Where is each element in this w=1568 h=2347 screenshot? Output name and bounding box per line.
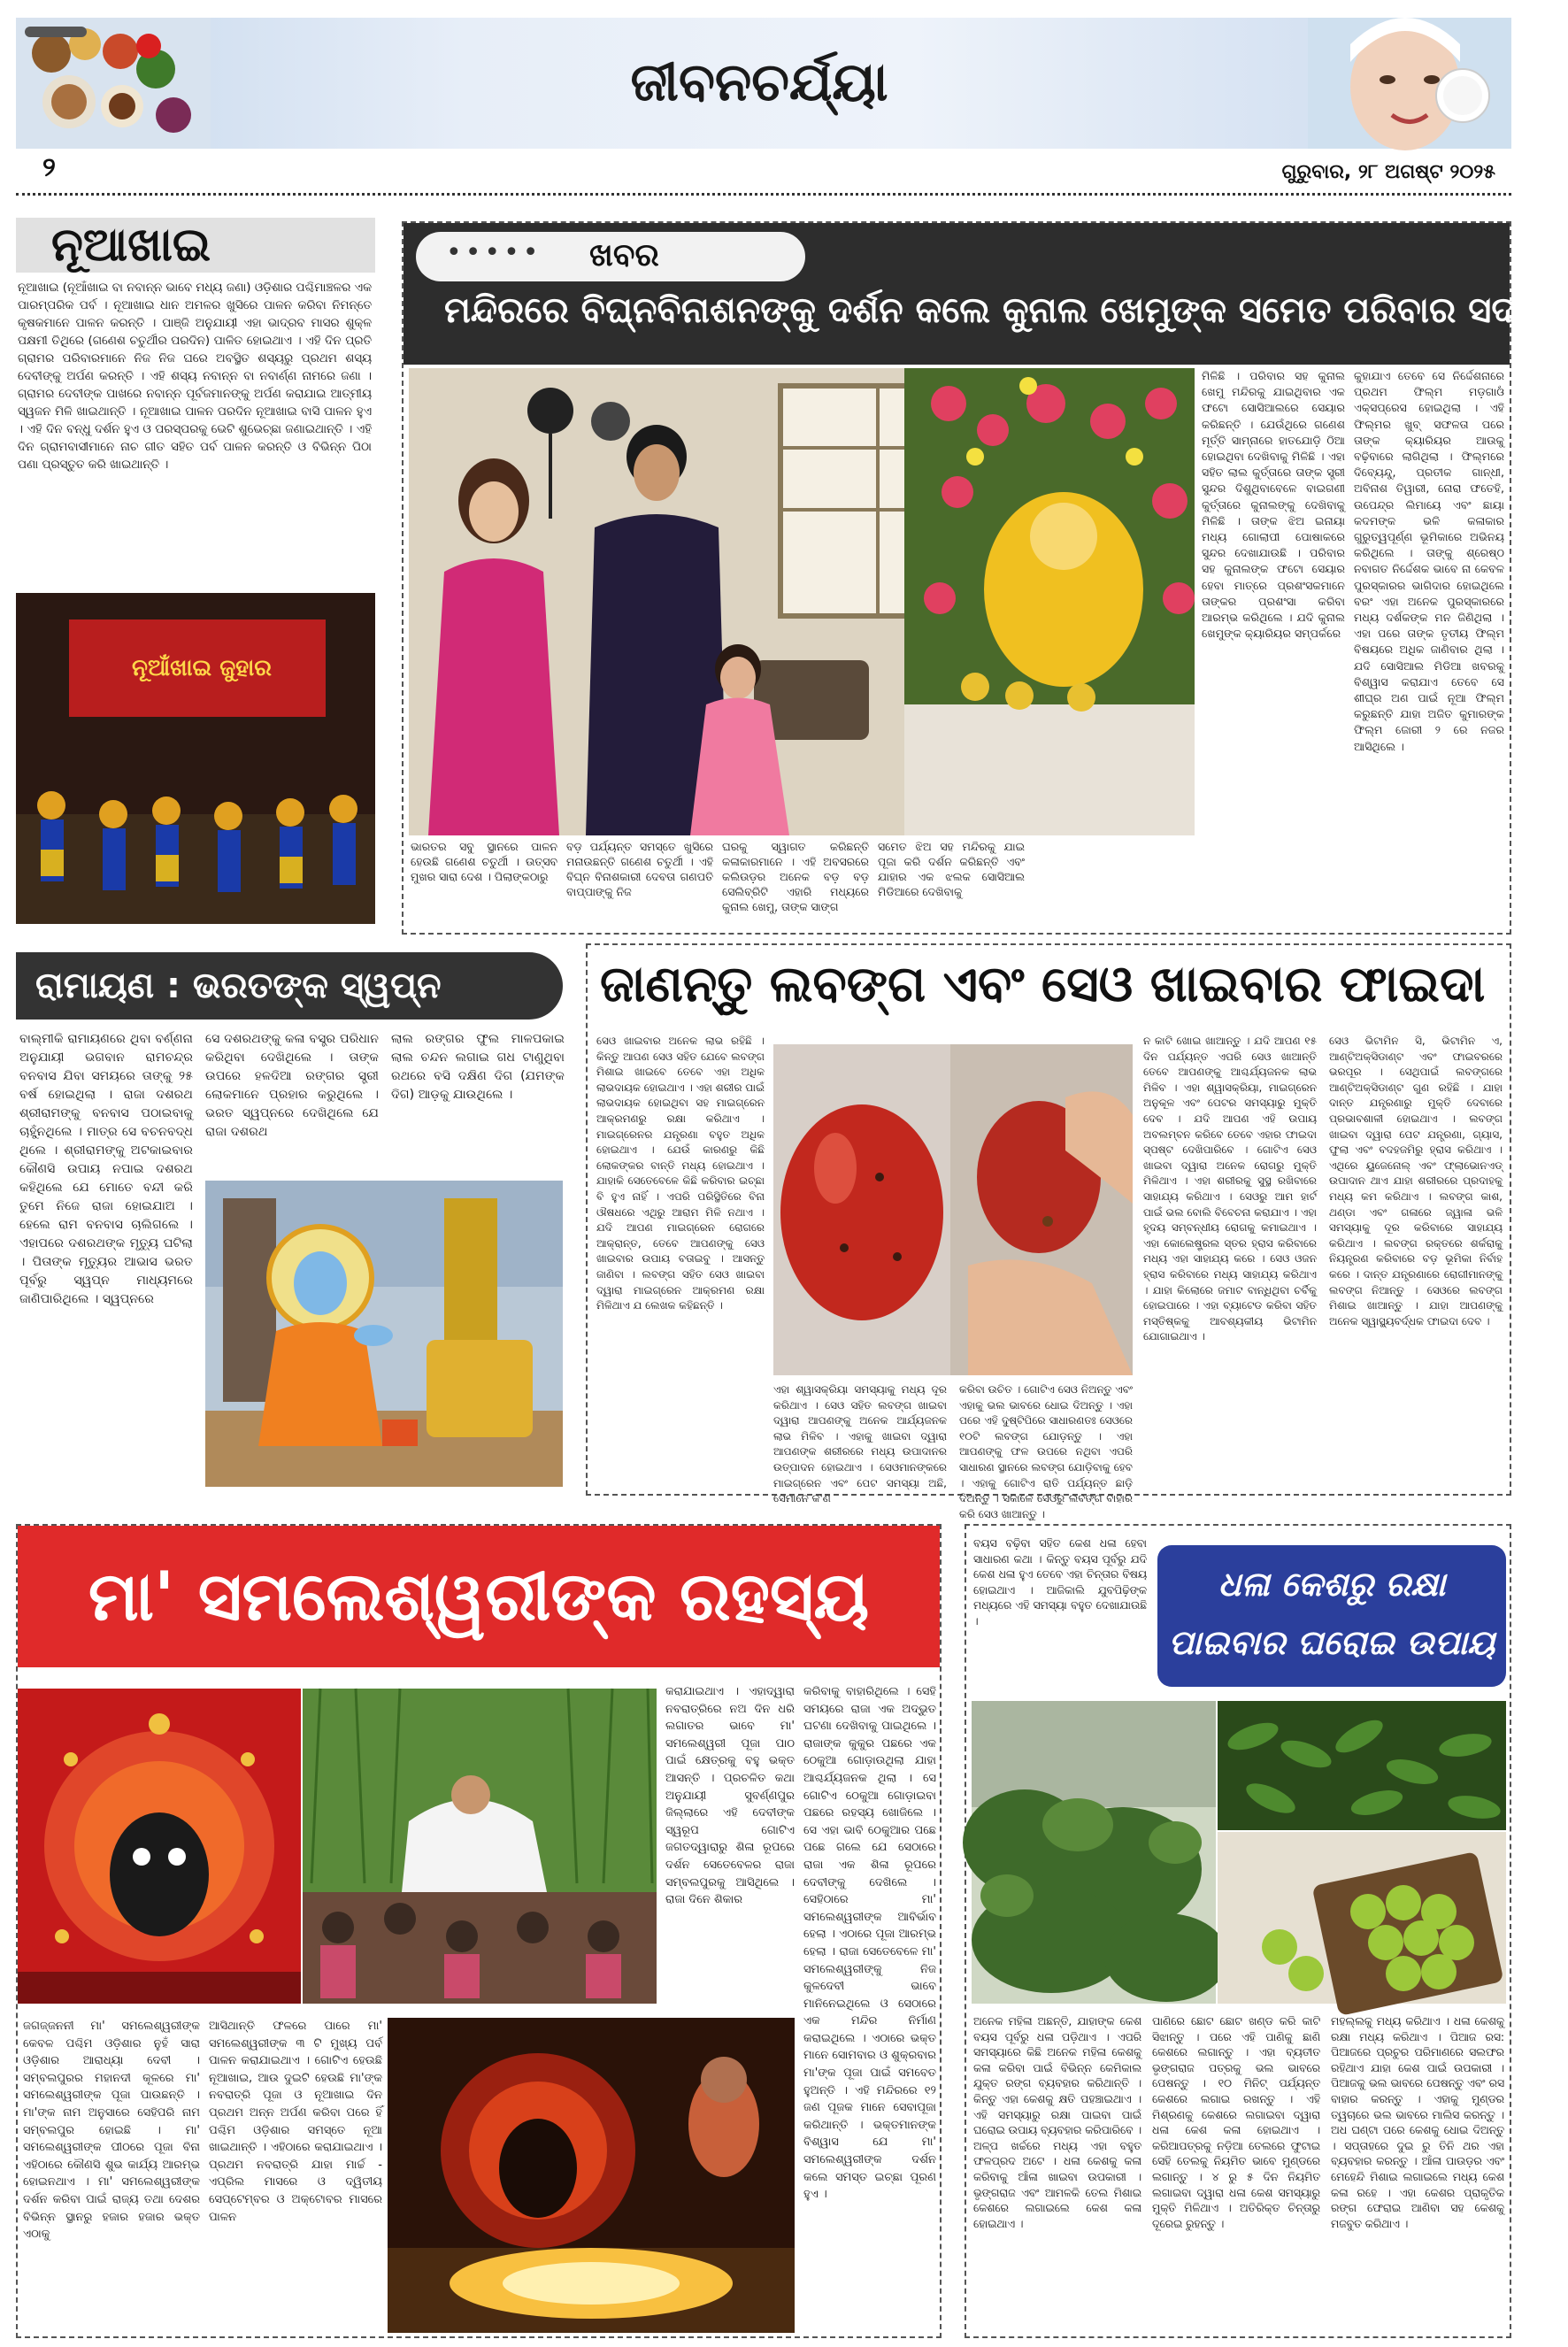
section-title: ଜୀବନଚର୍ଯ୍ୟା: [630, 51, 888, 113]
news-col-4: ସମେତ ଝିଅ ସହ ମନ୍ଦିରକୁ ଯାଇ ପୂଜା କରି ଦର୍ଶନ କରିଛନ୍ତି ଏବଂ ଯାହାର ଏକ ଝଲକ ସୋସିଆଲ ମିଡିଆରେ ଦେଖିବାକୁ: [878, 840, 1025, 898]
news-col-3: ଘରକୁ ସ୍ୱାଗତ କରିଛନ୍ତି କଳାକାରମାନେ । ଏହି ଅବସରରେ କଲିଉଡ଼ର ଅନେକ ବଡ଼ ବଡ଼ ସେଲିବ୍ରିଟି ଏହାରି ମଧ୍ୟରେ କୁନାଲ ଖେମୁ, ତାଙ୍କ ସାଙ୍ଗ: [722, 840, 869, 913]
news-col-1: ଭାରତର ସବୁ ସ୍ଥାନରେ ପାଳନ ହେଉଛି ଗଣେଶ ଚତୁର୍ଥୀ । ଉତ୍ସବ ମୁଖର ସାରା ଦେଶ । ପିଲାଙ୍କଠାରୁ: [411, 840, 557, 883]
news-col-2: ବଡ଼ ପର୍ଯ୍ୟନ୍ତ ସମସ୍ତେ ଖୁସିରେ ମନାଉଛନ୍ତି ଗଣେଶ ଚତୁର୍ଥୀ । ଏହି ବିଘ୍ନ ବିନାଶକାରୀ ଦେବତା ଗଣପତି ବାପ୍ପାଙ୍କୁ ନିଜ: [566, 840, 713, 898]
page-number: ୨: [42, 152, 56, 183]
hair-title-line-2: ପାଇବାର ଘରୋଇ ଉପାୟ: [1168, 1623, 1495, 1662]
hair-section: [965, 1524, 1511, 2338]
food-illustration: [16, 18, 211, 149]
nuakhai-photo: [16, 593, 375, 924]
ramayana-col-3: ଲାଲ ରଙ୍ଗର ଫୁଲ ମାଳପକାଇ ଲାଲ ଚନ୍ଦନ ଲଗାଇ ଗଧ ଟାଣୁଥିବା ରଥରେ ବସି ଦକ୍ଷିଣ ଦିଗ (ଯମଙ୍କ ଦିଗ) ଆଡ଼କୁ ଯାଉଥିଲେ ।: [391, 1032, 565, 1102]
news-col-5: ମିଳିଛି । ପରିବାର ସହ କୁନାଲ ଖେମୁ ମନ୍ଦିରକୁ ଯାଇଥିବାର ଏକ ଫଟୋ ସୋସିଆଲରେ ସେୟାର କରିଛନ୍ତି । ଯେଉଁଥିରେ ଗଣେଶ ମୂର୍ତ୍ତି ସାମ୍ନାରେ ହାତଯୋଡ଼ି ଠିଆ ହୋଇଥିବା ଦେଖିବାକୁ ମିଳିଛି । ଏହା ସହିତ ଲାଲ କୁର୍ତ୍ତାରେ ତାଙ୍କ ସ୍ତ୍ରୀ ସୁନ୍ଦର ଦିଶୁଥିବାବେଳେ ବାଇଗଣୀ କୁର୍ତ୍ତାରେ କୁନାଲଙ୍କୁ ଦେଖିବାକୁ ମିଳିଛି । ତାଙ୍କ ଝିଅ ଇନାୟା ମଧ୍ୟ ଗୋଲାପୀ ପୋଷାକରେ ସୁନ୍ଦର ଦେଖାଯାଉଛି । ପରିବାର ସହ କୁନାଲଙ୍କ ଫଟୋ ସେୟାର ହେବା ମାତ୍ରେ ପ୍ରଶଂସକମାନେ ତାଙ୍କର ପ୍ରଶଂସା କରିବା ଆରମ୍ଭ କରିଥିଲେ । ଯଦି କୁନାଲ ଖେମୁଙ୍କ କ୍ୟାରିୟର ସମ୍ପର୍କରେ: [1202, 369, 1345, 641]
hair-photo-leaves: [1218, 1701, 1506, 1830]
beauty-illustration: [1308, 18, 1511, 149]
clove-col-1-bottom: ଏହା ଶ୍ୱାସକ୍ରିୟା ସମସ୍ୟାକୁ ମଧ୍ୟ ଦୂର କରିଥାଏ । ସେଓ ସହିତ ଲବଙ୍ଗ ଖାଇବା ଦ୍ୱାରା ଆପଣଙ୍କୁ ଅନେକ ଆର୍ଯ୍ୟଜନକ ଲାଭ ମିଳିବ । ଏହାକୁ ଖାଇବା ଦ୍ୱାରା ଆପଣଙ୍କ ଶରୀରରେ ମଧ୍ୟ ଉପାଦାନର ଉତ୍ପାଦନ ହୋଇଥାଏ । ସେଓମାନଙ୍କରେ ମାଇଗ୍ରେନ ଏବଂ ପେଟ ସମସ୍ୟା ଅଛି, ସେମାନେ କ'ଣ: [773, 1383, 947, 1505]
clove-section: [586, 943, 1511, 1520]
samaleswari-title: ମା' ସମଲେଶ୍ୱରୀଙ୍କ ରହସ୍ୟ: [18, 1526, 940, 1667]
nuakhai-photo-banner: ନୂଆଁଖାଇ ଜୁହାର: [132, 655, 272, 681]
hair-col-1: ଅନେକ ମହିଳା ଅଛନ୍ତି, ଯାହାଙ୍କ କେଶ ବୟସ ପୂର୍ବରୁ ଧଳା ପଡ଼ିଥାଏ । ଏପରି ସମସ୍ୟାରେ କିଛି ଅନେକ ମହିଳା କେଶକୁ କଳା କରିବା ପାଇଁ ବିଭିନ୍ନ କେମିକାଲ ଯୁକ୍ତ ରଙ୍ଗ ବ୍ୟବହାର କରିଥାନ୍ତି । କିନ୍ତୁ ଏହା କେଶକୁ କ୍ଷତି ପହଞ୍ଚାଇଥାଏ । ଏହି ସମସ୍ୟାରୁ ରକ୍ଷା ପାଇବା ପାଇଁ ଘରୋଇ ଉପାୟ ବ୍ୟବହାର କରିପାରିବେ । ଅଳ୍ପ ଖର୍ଚ୍ଚରେ ମଧ୍ୟ ଏହା ବହୁତ ଫଳପ୍ରଦ ଅଟେ । ଧଳା କେଶକୁ କଳା କରିବାକୁ ଆଁଳା ଖାଇବା ଉପକାରୀ । ଭୃଙ୍ଗରାଜ ଏବଂ ଆମଳକି ତେଲ ମିଶାଇ କେଶରେ ଲଗାଇଲେ କେଶ କଳା ହୋଇଥାଏ ।: [973, 2015, 1141, 2230]
hair-intro: ବୟସ ବଢ଼ିବା ସହିତ କେଶ ଧଳା ହେବା ସାଧାରଣ କଥା । କିନ୍ତୁ ବୟସ ପୂର୍ବରୁ ଯଦି କେଶ ଧଳା ହୁଏ ତେବେ ଏହା ଚିନ୍ତାର ବିଷୟ ହୋଇଥାଏ । ଆଜିକାଲି ଯୁବପିଢ଼ିଙ୍କ ମଧ୍ୟରେ ଏହି ସମସ୍ୟା ବହୁତ ଦେଖାଯାଉଛି ।: [973, 1537, 1147, 1628]
samaleswari-col-right-1: କରାଯାଇଥାଏ । ଏହାଦ୍ୱାରା ନବରାତ୍ରିରେ ନଅ ଦିନ ଧରି ଲଗାତର ଭାବେ ମା' ସମଲେଶ୍ୱରୀ ପୂଜା ପାଠ ପାଇଁ କ୍ଷେତ୍ରକୁ ବହୁ ଭକ୍ତ ଆସନ୍ତି । ପ୍ରଚଳିତ କଥା ଅନୁଯାୟୀ ସୁବର୍ଣ୍ଣପୁର ଜିଲ୍ଲାରେ ଏହି ଦେବୀଙ୍କ ସ୍ୱରୂପ ଗୋଟିଏ ଜଗତଦ୍ୱାରାରୁ ଶିଳା ରୂପରେ ଦର୍ଶନ ସେତେବେଳର ରାଜା ସମ୍ବଲପୁରକୁ ଆସିଥିଲେ । ରାଜା ଦିନେ ଶିକାର: [665, 1685, 795, 1907]
hair-col-3: ମହଲ୍ଲକୁ ମଧ୍ୟ କରିଥାଏ । ଧଳା କେଶକୁ ରକ୍ଷା ମଧ୍ୟ କରିଥାଏ । ପିଆଜ ରସ: ପିଆଜରେ ପ୍ରଚୁର ପରିମାଣରେ ସଲଫର ରହିଥାଏ ଯାହା କେଶ ପାଇଁ ଉପକାରୀ । ପିଆଜକୁ ଭଲ ଭାବରେ ପେଷନ୍ତୁ ଏବଂ ରସ ବାହାର କରନ୍ତୁ । ଏହାକୁ ମୁଣ୍ଡର ତ୍ୱଚାରେ ଭଲ ଭାବରେ ମାଲିସ କରନ୍ତୁ । ଅଧ ଘଣ୍ଟା ପରେ କେଶକୁ ଧୋଇ ଦିଅନ୍ତୁ । ସପ୍ତାହରେ ଦୁଇ ରୁ ତିନି ଥର ଏହା ବ୍ୟବହାର କରନ୍ତୁ । ଆଁଳା ପାଉଡ଼ର ଏବଂ ମେହେନ୍ଦି ମିଶାଇ ଲଗାଇଲେ ମଧ୍ୟ କେଶ କଳା ରହେ । ଏହା କେଶର ପ୍ରାକୃତିକ ରଙ୍ଗ ଫେରାଇ ଆଣିବା ସହ କେଶକୁ ମଜବୁତ କରିଥାଏ ।: [1331, 2015, 1504, 2230]
news-tag-dots: •••••: [446, 237, 542, 268]
news-photo: [409, 368, 1195, 835]
hair-title-box: [1157, 1545, 1506, 1687]
news-tag: ଖବର: [589, 237, 659, 273]
hair-title-line-1: ଧଳା କେଶରୁ ରକ୍ଷା: [1218, 1565, 1446, 1604]
nuakhai-title: ନୂଆଖାଇ: [16, 218, 375, 273]
masthead: [16, 18, 1511, 149]
samaleswari-photo-field: [303, 1689, 657, 2004]
hair-photo-amla: [1218, 1832, 1506, 2004]
samaleswari-col-bottom-2: ଆସିଥାନ୍ତି ଫଳରେ ପାରେ ମା' ସମଲେଶ୍ୱରୀଙ୍କ ୩ ଟି ମୁଖ୍ୟ ପର୍ବ ପାଳନ କରାଯାଇଥାଏ । ଗୋଟିଏ ହେଉଛି ନୂଆଖାଇ, ଆଉ ଦୁଇଟି ହେଉଛି ମା'ଙ୍କ ନବରାତ୍ରି ପୂଜା ଓ ନୂଆଖାଇ ଦିନ ପ୍ରଥମ ଅନ୍ନ ଅର୍ପଣ କରିବା ପରେ ହିଁ ପଶ୍ଚିମ ଓଡ଼ିଶାର ସମସ୍ତେ ନୂଆ ଖାଇଥାନ୍ତି । ଏହିଠାରେ କରାଯାଇଥାଏ । ପ୍ରଥମ ନବରାତ୍ରି ଯାହା ମାର୍ଚ୍ଚ - ଏପ୍ରିଲ ମାସରେ ଓ ଦ୍ୱିତୀୟ ସେପ୍ଟେମ୍ବର ଓ ଅକ୍ଟୋବର ମାସରେ ପାଳନ: [209, 2020, 382, 2224]
ramayana-title: ରାମାୟଣ : ଭରତଙ୍କ ସ୍ୱପ୍ନ: [16, 952, 563, 1020]
ramayana-col-1: ବାଲ୍ମୀକି ରାମାୟଣରେ ଥିବା ବର୍ଣ୍ଣନା ଅନୁଯାୟୀ ଭଗବାନ ରାମଚନ୍ଦ୍ର ବନବାସ ଯିବା ସମୟରେ ତାଙ୍କୁ ୨୫ ବର୍ଷ ହୋଇଥିଲା । ରାଜା ଦଶରଥ ଶ୍ରୀରାମଙ୍କୁ ବନବାସ ପଠାଇବାକୁ ଚାହୁଁନଥିଲେ । ମାତ୍ର ସେ ବଚନବଦ୍ଧ ଥିଲେ । ଶ୍ରୀରାମଙ୍କୁ ଅଟକାଇବାର କୌଣସି ଉପାୟ ନପାଇ ଦଶରଥ କହିଥିଲେ ଯେ ମୋତେ ବନ୍ଦୀ କରି ତୁମେ ନିଜେ ରାଜା ହୋଇଯାଅ । ହେଲେ ରାମ ବନବାସ ଚାଲିଗଲେ । ଏହାପରେ ଦଶରଥଙ୍କ ମୃତ୍ୟୁ ଘଟିଲା । ପିତାଙ୍କ ମୃତ୍ୟୁର ଆଭାସ ଭରତ ପୂର୍ବରୁ ସ୍ୱପ୍ନ ମାଧ୍ୟମରେ ଜାଣିପାରିଥିଲେ । ସ୍ୱପ୍ନରେ: [19, 1032, 193, 1306]
clove-photo: [773, 1044, 1133, 1375]
news-section: [402, 221, 1568, 935]
clove-title: ଜାଣନ୍ତୁ ଲବଙ୍ଗ ଏବଂ ସେଓ ଖାଇବାର ଫାଇଦା: [600, 956, 1486, 1013]
samaleswari-col-right-2: କରିବାକୁ ବାହାରିଥିଲେ । ସେହି ସମୟରେ ରାଜା ଏକ ଅଦ୍ଭୁତ ଘଟଣା ଦେଖିବାକୁ ପାଇଥିଲେ । ରାଜାଙ୍କ କୁକୁର ପଛରେ ଏକ ଠେକୁଆ ଗୋଡ଼ାଉଥିଲା ଯାହା ଆଶ୍ଚର୍ଯ୍ୟଜନକ ଥିଲା । ସେ ଗୋଟିଏ ଠେକୁଆ ଗୋଡ଼ାଇବା ପଛରେ ରହସ୍ୟ ଖୋଜିଲେ । ସେ ଏହା ଭାବି ଠେକୁଆର ପଛେ ପଛେ ଗଲେ ଯେ ସେଠାରେ ରାଜା ଏକ ଶିଳା ରୂପରେ ଦେବୀଙ୍କୁ ଦେଖିଲେ । ସେହିଠାରେ ମା' ସମଲେଶ୍ୱରୀଙ୍କ ଆବିର୍ଭାବ ହେଲା । ଏଠାରେ ପୂଜା ଆରମ୍ଭ ହେଲା । ରାଜା ସେତେବେଳେ ମା' ସମଲେଶ୍ୱରୀଙ୍କୁ ନିଜ କୁଳଦେବୀ ଭାବେ ମାନିନେଇଥିଲେ ଓ ସେଠାରେ ଏକ ମନ୍ଦିର ନିର୍ମାଣ କରାଇଥିଲେ । ଏଠାରେ ଭକ୍ତ ମାନେ ସୋମବାର ଓ ଶୁକ୍ରବାର ମା'ଙ୍କ ପୂଜା ପାଇଁ ସମବେତ ହୁଅନ୍ତି । ଏହି ମନ୍ଦିରରେ ୧୨ ଜଣ ପୂଜକ ମାନେ ସେବାପୂଜା କରିଥାନ୍ତି । ଭକ୍ତମାନଙ୍କ ବିଶ୍ୱାସ ଯେ ମା' ସମଲେଶ୍ୱରୀଙ୍କ ଦର୍ଶନ କଲେ ସମସ୍ତ ଇଚ୍ଛା ପୂରଣ ହୁଏ ।: [803, 1685, 936, 2202]
clove-col-2-bottom: କରିବା ଉଚିତ । ଗୋଟିଏ ସେଓ ନିଅନ୍ତୁ ଏବଂ ଏହାକୁ ଭଲ ଭାବରେ ଧୋଇ ଦିଅନ୍ତୁ । ଏହା ପରେ ଏହି ଦୁଷ୍ଟିପିରେ ସାଧାରଣତଃ ସେଓରେ ୧୦ଟି ଲବଙ୍ଗ ଯୋଡ଼ନ୍ତୁ । ଏହା ଆପଣଙ୍କୁ ଫଳ ଉପରେ ନଥିବା ଏପରି ସାଧାରଣ ସ୍ଥାନରେ ଲବଙ୍ଗ ଯୋଡ଼ିବାକୁ ହେବ । ଏହାକୁ ଗୋଟିଏ ରାତି ପର୍ଯ୍ୟନ୍ତ ଛାଡ଼ି ଦିଅନ୍ତୁ । ସକାଳେ ସେଓରୁ ଲବଙ୍ଗ ବାହାର କରି ସେଓ ଖାଆନ୍ତୁ ।: [959, 1383, 1133, 1520]
clove-col-1-top: ସେଓ ଖାଇବାର ଅନେକ ଲାଭ ରହିଛି । କିନ୍ତୁ ଆପଣ ସେଓ ସହିତ ଯେବେ ଲବଙ୍ଗ ମିଶାଇ ଖାଇବେ ତେବେ ଏହା ଅଧିକ ଲାଭଦାୟକ ହୋଇଥାଏ । ଏହା ଶରୀର ପାଇଁ ଲାଭଦାୟକ ହୋଇଥିବା ସହ ମାଇଗ୍ରେନ ଆକ୍ରମଣରୁ ରକ୍ଷା କରିଥାଏ । ମାଇଗ୍ରେନର ଯନ୍ତ୍ରଣା ବହୁତ ଅଧିକ ହୋଇଥାଏ । ଯେଉଁ କାରଣରୁ କିଛି ଲୋକଙ୍କର ବାନ୍ତି ମଧ୍ୟ ହୋଇଥାଏ । ଯାହାକି ସେତେବେଳେ କିଛି କରିବାର ଇଚ୍ଛା ବି ହୁଏ ନାହିଁ । ଏପରି ପରିସ୍ଥିତିରେ ବିନା ଔଷଧରେ ଏଥିରୁ ଆରାମ ମିଳି ନଥାଏ । ଯଦି ଆପଣ ମାଇଗ୍ରେନ ରୋଗରେ ଆକ୍ରାନ୍ତ, ତେବେ ଆପଣଙ୍କୁ ସେଓ ଖାଇବାର ଉପାୟ ବତାଇବୁ । ଆସନ୍ତୁ ଜାଣିବା । ଲବଙ୍ଗ ସହିତ ସେଓ ଖାଇବା ଦ୍ୱାରା ମାଇଗ୍ରେନ ଆକ୍ରମଣ ରକ୍ଷା ମିଳିଥାଏ ଯ ଲେଖକ କହିଛନ୍ତି ।: [596, 1035, 765, 1312]
nuakhai-body: ନୂଆଖାଇ (ନୂଆଁଖାଇ ବା ନବାନ୍ନ ଭାବେ ମଧ୍ୟ ଜଣା) ଓଡ଼ିଶାର ପଶ୍ଚିମାଞ୍ଚଳର ଏକ ପାରମ୍ପରିକ ପର୍ବ । ନୂଆଖାଇ ଧାନ ଅମଳର ଖୁସିରେ ପାଳନ କରିବା ନିମନ୍ତେ କୃଷକମାନେ ପାଳନ କରନ୍ତି । ପାଞ୍ଜି ଅନୁଯାୟୀ ଏହା ଭାଦ୍ରବ ମାସର ଶୁକ୍ଳ ପକ୍ଷମୀ ତିଥିରେ (ଗଣେଶ ଚତୁର୍ଥୀର ପରଦିନ) ପାଳିତ ହୋଇଥାଏ । ଏହି ଦିନ ପ୍ରତି ଗ୍ରାମର ପରିବାରମାନେ ନିଜ ନିଜ ଘରେ ଅବସ୍ଥିତ ଶସ୍ୟରୁ ପ୍ରଥମ ଶସ୍ୟ ଦେବୀଙ୍କୁ ଅର୍ପଣ କରନ୍ତି । ଏହି ଶସ୍ୟ ନବାନ୍ନ ବା ନବାର୍ଣ୍ଣ ନାମରେ ଜଣା । ଗ୍ରାମର ଦେବୀଙ୍କ ପାଖରେ ନବାନ୍ନ ପୂର୍ବଜମାନଙ୍କୁ ଅର୍ପଣ କରାଯାଇ ଆତ୍ମୀୟ ସ୍ୱଜନ ମିଳି ଖାଇଥାନ୍ତି । ନୂଆଖାଇ ପାଳନ ପରଦିନ ନୂଆଖାଇ ବାସି ପାଳନ ହୁଏ । ଏହି ଦିନ ବନ୍ଧୁ ଦର୍ଶନ ହୁଏ ଓ ପରସ୍ପରକୁ ଭେଟି ଶୁଭେଚ୍ଛା ଜଣାଇଥାନ୍ତି । ଏହି ଦିନ ଗ୍ରାମବାସୀମାନେ ନାଚ ଗୀତ ସହିତ ପର୍ବ ପାଳନ କରନ୍ତି ଓ ବିଭିନ୍ନ ପିଠା ପଣା ପ୍ରସ୍ତୁତ କରି ଖାଇଥାନ୍ତି ।: [18, 281, 372, 472]
ramayana-section: [16, 952, 565, 1492]
ramayana-col-2: ସେ ଦଶରଥଙ୍କୁ କଳା ବସ୍ତ୍ର ପରିଧାନ କରିଥିବା ଦେଖିଥିଲେ । ତାଙ୍କ ଉପରେ ହଳଦିଆ ରଙ୍ଗର ସ୍ତ୍ରୀ ଲୋକମାନେ ପ୍ରହାର କରୁଥିଲେ । ଭରତ ସ୍ୱପ୍ନରେ ଦେଖିଥିଲେ ଯେ ରାଜା ଦଶରଥ: [205, 1032, 379, 1139]
date-line: ଗୁରୁବାର, ୨୮ ଅଗଷ୍ଟ ୨୦୨୫: [1281, 161, 1495, 183]
news-tag-pill: [416, 232, 805, 281]
hair-col-2: ପାଣିରେ ଛୋଟ ଛୋଟ ଖଣ୍ଡ କରି କାଟି ସିଝାନ୍ତୁ । ପରେ ଏହି ପାଣିକୁ ଛାଣି କେଶରେ ଲଗାନ୍ତୁ । ଏହା ବ୍ୟତୀତ ଭୃଙ୍ଗରାଜ ପତ୍ରକୁ ଭଲ ଭାବରେ ପେଷନ୍ତୁ । ୧୦ ମିନିଟ୍ ପର୍ଯ୍ୟନ୍ତ କେଶରେ ଲଗାଇ ରଖନ୍ତୁ । ଏହି ମିଶ୍ରଣକୁ କେଶରେ ଲଗାଇବା ଦ୍ୱାରା ଧଳା କେଶ କଳା ହୋଇଥାଏ । କରିଆପତ୍ରକୁ ନଡ଼ିଆ ତେଲରେ ଫୁଟାଇ ସେହି ତେଲକୁ ନିୟମିତ ଭାବେ ମୁଣ୍ଡରେ ଲଗାନ୍ତୁ । ୪ ରୁ ୫ ଦିନ ନିୟମିତ ଲଗାଇବା ଦ୍ୱାରା ଧଳା କେଶ ସମସ୍ୟାରୁ ମୁକ୍ତି ମିଳିଥାଏ । ଅତିରିକ୍ତ ଚିନ୍ତାରୁ ଦୂରେଇ ରୁହନ୍ତୁ ।: [1152, 2015, 1320, 2230]
ramayana-illustration: [205, 1181, 563, 1487]
hair-photo-plants: [972, 1701, 1216, 2004]
clove-col-3: ନ କାଟି ଖୋଇ ଖାଆନ୍ତୁ । ଯଦି ଆପଣ ୧୫ ଦିନ ପର୍ଯ୍ୟନ୍ତ ଏପରି ସେଓ ଖାଆନ୍ତି ତେବେ ଆପଣଙ୍କୁ ଆଶ୍ଚର୍ଯ୍ୟଜନକ ଲାଭ ମିଳିବ । ଏହା ଶ୍ୱାସକ୍ରିୟା, ମାଇଗ୍ରେନ ଅନୁକୂଳ ଏବଂ ପେଟର ସମସ୍ୟାରୁ ମୁକ୍ତି ଦେବ । ଯଦି ଆପଣ ଏହି ଉପାୟ ଅବଲମ୍ବନ କରିବେ ତେବେ ଏହାର ଫାଇଦା ସ୍ପଷ୍ଟ ଦେଖିପାରିବେ । ଗୋଟିଏ ସେଓ ଖାଇବା ଦ୍ୱାରା ଅନେକ ରୋଗରୁ ମୁକ୍ତି ମିଳିଥାଏ । ଏହା ଶରୀରକୁ ସୁସ୍ଥ ରଖିବାରେ ସାହାଯ୍ୟ କରିଥାଏ । ସେଓରୁ ଆମ ହାର୍ଟ ପାଇଁ ଭଲ ବୋଲି ବିବେଚନା କରାଯାଏ । ଏହା ହୃଦୟ ସମ୍ବନ୍ଧୀୟ ରୋଗକୁ କମାଇଥାଏ । ଏହା କୋଲେଷ୍ଟ୍ରଲ ସ୍ତର ହ୍ରାସ କରିବାରେ ମଧ୍ୟ ଏହା ସାହାଯ୍ୟ କରେ । ସେଓ ଓଜନ ହ୍ରାସ କରିବାରେ ମଧ୍ୟ ସାହାଯ୍ୟ କରିଥାଏ । ଯାହା କିଲୋରେ ଜମାଟ ବାନ୍ଧିଥିବା ଚର୍ବିକୁ ହୋଇପାରେ । ଏହା ବ୍ୟାଟେଡ କରିବା ସହିତ ମସ୍ତିଷ୍କକୁ ଆବଶ୍ୟକୀୟ ଭିଟାମିନ ଯୋଗାଇଥାଏ ।: [1143, 1035, 1317, 1343]
clove-col-4: ସେଓ ଭିଟାମିନ ସି, ଭିଟାମିନ ଏ, ଆଣ୍ଟିଅକ୍ସିଡାଣ୍ଟ ଏବଂ ଫାଇବରରେ ଭରପୂର । ସେଥିପାଇଁ ଲବଙ୍ଗରେ ଆଣ୍ଟିଅକ୍ସିଡାଣ୍ଟ ଗୁଣ ରହିଛି । ଯାହା ଦାନ୍ତ ଯନ୍ତ୍ରଣାରୁ ମୁକ୍ତି ଦେବାରେ ପ୍ରଭାବଶାଳୀ ହୋଇଥାଏ । ଲବଙ୍ଗ ଖାଇବା ଦ୍ୱାରା ପେଟ ଯନ୍ତ୍ରଣା, ଗ୍ୟାସ, ଫୁଲା ଏବଂ ବଦହଜମିରୁ ହ୍ରାସ କରିଥାଏ । ଏଥିରେ ୟୁଜେନୋଲ୍ ଏବଂ ଫ୍ଲାଭୋନଏଡ୍ ଉପାଦାନ ଥାଏ ଯାହା ଶରୀରରେ ପ୍ରଦାହକୁ ମଧ୍ୟ କମ କରିଥାଏ । ଲବଙ୍ଗ କାଶ, ଥଣ୍ଡା ଏବଂ ଗଳାରେ ଜ୍ୱାଳା ଭଳି ସମସ୍ୟାକୁ ଦୂର କରିବାରେ ସାହାଯ୍ୟ କରିଥାଏ । ଲବଙ୍ଗ ରକ୍ତରେ ଶର୍କରାକୁ ନିୟନ୍ତ୍ରଣ କରିବାରେ ବଡ଼ ଭୂମିକା ନିର୍ବାହ କରେ । ଦାନ୍ତ ଯନ୍ତ୍ରଣାରେ ରୋଗୀମାନଙ୍କୁ ଲବଙ୍ଗ ନିଆନ୍ତୁ । ସେଓରେ ଲବଙ୍ଗ ମିଶାଇ ଖାଆନ୍ତୁ । ଯାହା ଆପଣଙ୍କୁ ଅନେକ ସ୍ୱାସ୍ଥ୍ୟବର୍ଦ୍ଧକ ଫାଇଦା ଦେବ ।: [1329, 1035, 1503, 1327]
samaleswari-section: [16, 1524, 942, 2338]
news-headline: ମନ୍ଦିରରେ ବିଘ୍ନବିନାଶନଙ୍କୁ ଦର୍ଶନ କଲେ କୁନାଲ ଖେମୁଙ୍କ ସମେତ ପରିବାର ସଦସ୍ୟ: [444, 290, 1568, 331]
samaleswari-col-bottom-1: ଜଗଜ୍ଜନନୀ ମା' ସମଲେଶ୍ୱରୀଙ୍କ କେବଳ ପଶ୍ଚିମ ଓଡ଼ିଶାର ନୁହଁ ସାରା ଓଡ଼ିଶାର ଆରାଧ୍ୟା ଦେବୀ । ସମ୍ବଲପୁରର ମହାନଦୀ କୂଳରେ ମା' ସମଲେଶ୍ୱରୀଙ୍କ ପୂଜା ପାଉଛନ୍ତି । ମା'ଙ୍କ ନାମ ଅନୁସାରେ ସେହିପରି ନାମ ସମ୍ବଲପୁର ହୋଇଛି । ମା' ସମଲେଶ୍ୱରୀଙ୍କ ପୀଠରେ ପୂଜା ବିନା ଏହିଠାରେ କୌଣସି ଶୁଭ କାର୍ଯ୍ୟ ଆରମ୍ଭ ହୋଇନଥାଏ । ମା' ସମଲେଶ୍ୱରୀଙ୍କ ଦର୍ଶନ କରିବା ପାଇଁ ରାଜ୍ୟ ତଥା ଦେଶର ବିଭିନ୍ନ ସ୍ଥାନରୁ ହଜାର ହଜାର ଭକ୍ତ ଏଠାକୁ: [23, 2020, 200, 2242]
samaleswari-photo-deity: [18, 1689, 301, 2004]
header-rule: [16, 193, 1511, 196]
nuakhai-section: [16, 218, 375, 926]
samaleswari-photo-aarti: [388, 2018, 795, 2333]
news-col-6: କୁହାଯାଏ ତେବେ ସେ ନିର୍ଦ୍ଦେଶନାରେ ପ୍ରଥମ ଫିଲ୍ମ ମଡ଼ଗାଓଁ ଏକ୍ସପ୍ରେସ ହୋଇଥିଲା । ଏହି ଫିଲ୍ମର ଖୁବ୍ ସଫଳତା ପରେ ତାଙ୍କ କ୍ୟାରିୟର ଆଉକୁ ବଢ଼ିବାରେ ଲାଗିଥିଲା । ଫିଲ୍ମରେ ଦିବ୍ୟେନ୍ଦୁ, ପ୍ରତୀକ ଗାନ୍ଧୀ, ଅବିନାଶ ତିୱାରୀ, ନୋରା ଫତେହି, ଉପେନ୍ଦ୍ର ଲିମାୟେ ଏବଂ ଛାୟା କଦମଙ୍କ ଭଳି କଳାକାର ଗୁରୁତ୍ୱପୂର୍ଣ୍ଣ ଭୂମିକାରେ ଅଭିନୟ କରିଥିଲେ । ତାଙ୍କୁ ଶ୍ରେଷ୍ଠ ନବାଗତ ନିର୍ଦ୍ଦେଶକ ଭାବେ ନା କେବଳ ପୁରସ୍କାରର ଭାଗିଦାର ହୋଇଥିଲେ ବରଂ ଏହା ଅନେକ ପୁରସ୍କାରରେ ମଧ୍ୟ ଦର୍ଶକଙ୍କ ମନ ଜିଣିଥିଲା । ଏହା ପରେ ତାଙ୍କ ତୃତୀୟ ଫିଲ୍ମ ବିଷୟରେ ଅଧିକ ଜାଣିବାର ଥିଲା । ଯଦି ସୋସିଆଲ ମିଡିଆ ଖବରକୁ ବିଶ୍ୱାସ କରାଯାଏ ତେବେ ସେ ଶୀଘ୍ର ଅଣ ପାଇଁ ନୂଆ ଫିଲ୍ମ କରୁଛନ୍ତି ଯାହା ଅଜିତ କୁମାରଙ୍କ ଫିଲ୍ମ ଜୋରୀ ୨ ରେ ନଜର ଆସିଥିଲେ ।: [1354, 369, 1504, 753]
